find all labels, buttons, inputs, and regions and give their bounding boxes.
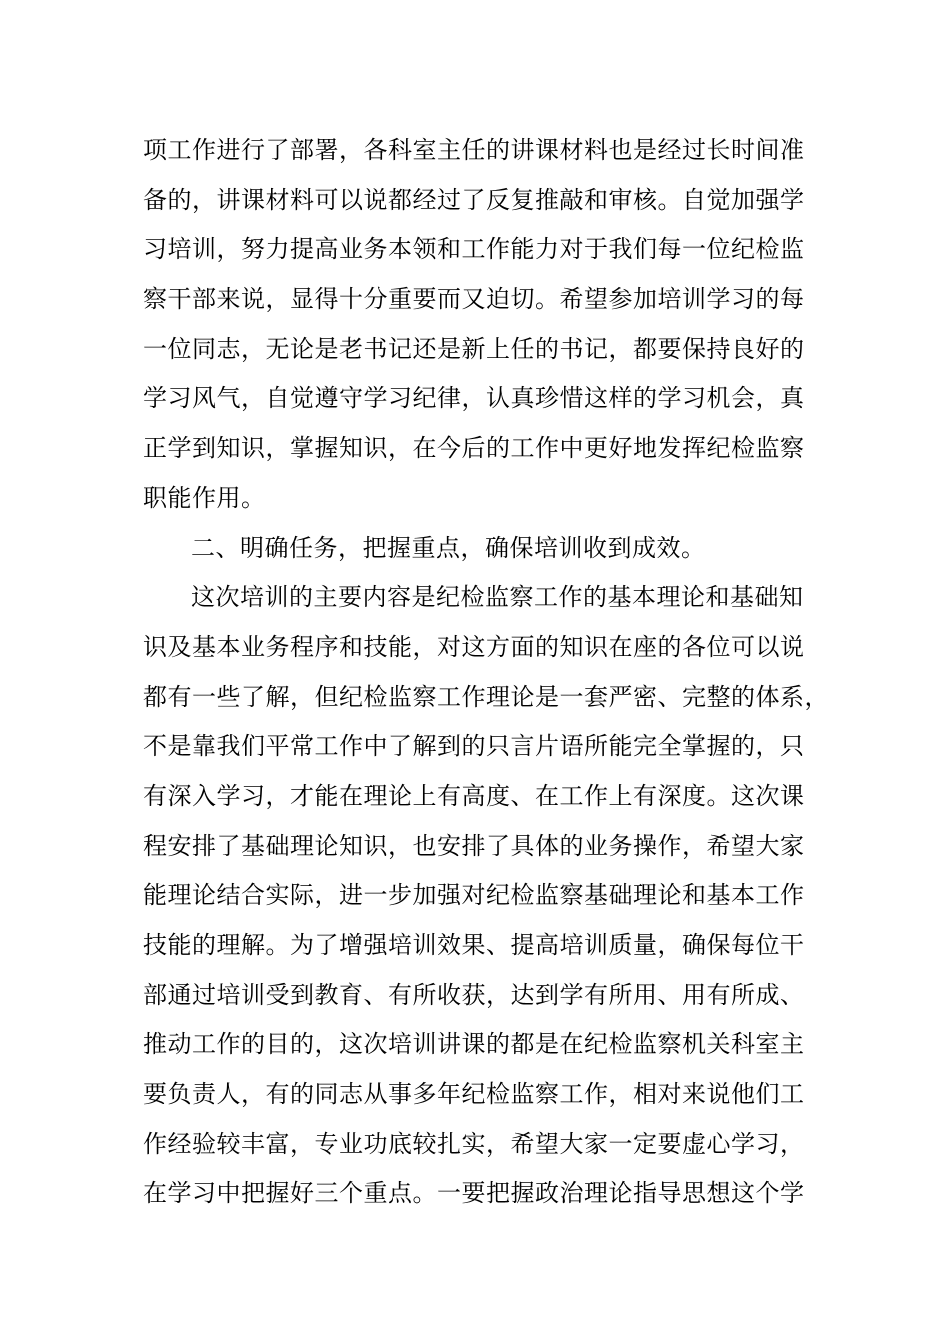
- text-line: 技能的理解。为了增强培训效果、提高培训质量，确保每位干: [143, 931, 805, 959]
- text-line: 部通过培训受到教育、有所收获，达到学有所用、用有所成、: [143, 980, 805, 1009]
- paragraph-first-line: 这次培训的主要内容是纪检监察工作的基本理论和基础知: [191, 583, 804, 612]
- text-line: 程安排了基础理论知识，也安排了具体的业务操作，希望大家: [143, 831, 805, 860]
- text-line: 学习风气，自觉遵守学习纪律，认真珍惜这样的学习机会，真: [143, 384, 805, 413]
- text-line: 作经验较丰富，专业功底较扎实，希望大家一定要虚心学习，: [143, 1129, 805, 1158]
- text-line: 备的，讲课材料可以说都经过了反复推敲和审核。自觉加强学: [143, 185, 805, 214]
- text-line: 职能作用。: [143, 483, 266, 512]
- text-line: 能理论结合实际，进一步加强对纪检监察基础理论和基本工作: [143, 881, 805, 910]
- text-line: 推动工作的目的，这次培训讲课的都是在纪检监察机关科室主: [143, 1030, 805, 1059]
- body-text: [143, 126, 829, 1219]
- text-line: 一位同志，无论是老书记还是新上任的书记，都要保持良好的: [143, 334, 805, 363]
- text-line: 有深入学习，才能在理论上有高度、在工作上有深度。这次课: [143, 781, 805, 810]
- text-line: 识及基本业务程序和技能，对这方面的知识在座的各位可以说: [143, 632, 805, 661]
- text-line: 要负责人，有的同志从事多年纪检监察工作，相对来说他们工: [143, 1080, 805, 1109]
- section-heading: 二、明确任务，把握重点，确保培训收到成效。: [191, 533, 706, 562]
- text-line: 察干部来说，显得十分重要而又迫切。希望参加培训学习的每: [143, 285, 805, 314]
- text-line: 都有一些了解，但纪检监察工作理论是一套严密、完整的体系，: [143, 682, 829, 711]
- text-line: 不是靠我们平常工作中了解到的只言片语所能完全掌握的，只: [143, 732, 805, 761]
- text-line: 项工作进行了部署，各科室主任的讲课材料也是经过长时间准: [143, 136, 805, 164]
- text-line: 在学习中把握好三个重点。一要把握政治理论指导思想这个学: [143, 1179, 805, 1208]
- text-line: 习培训，努力提高业务本领和工作能力对于我们每一位纪检监: [143, 235, 805, 264]
- text-line: 正学到知识，掌握知识，在今后的工作中更好地发挥纪检监察: [143, 434, 805, 463]
